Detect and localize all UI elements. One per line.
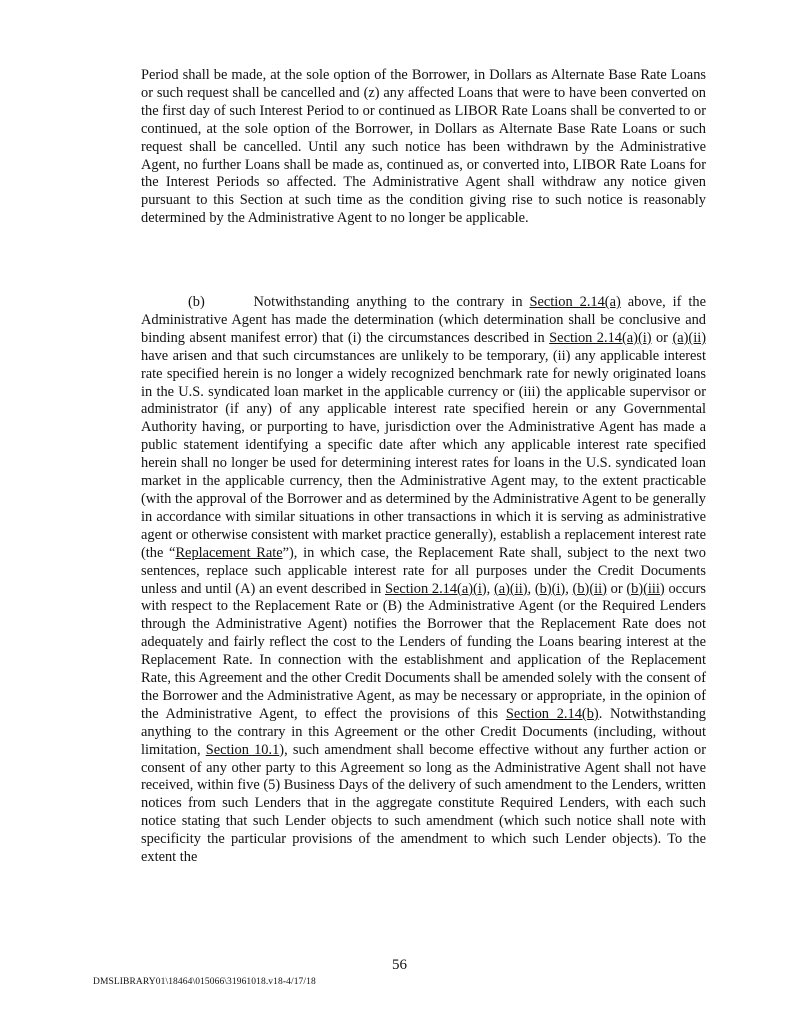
cross-reference: (b)(iii) bbox=[626, 580, 665, 597]
cross-reference: (a)(ii) bbox=[493, 580, 528, 597]
text-run: have arisen and that such circumstances are unlikely to be temporary, (ii) any applicable interest rate specified herein is no longer a widely recognized benchmark rate for newly originated loans in the U.S. syndicated loan market in the applicable currency or (iii) the applicable supervisor or administrator (if any) of any applicable interest rate specified herein or any Governmental Authority having, or purporting to have, jurisdiction over the Administrative Agent has made a public statement identifying a specific date after which any applicable interest rate specified herein shall no longer be used for determining interest rates for loans in the U.S. syndicated loan market in the applicable currency, then the Administrative Agent may, to the extent practicable (with the approval of the Borrower and as determined by the Administrative Agent to be generally in accordance with similar situations in other transactions in which it is serving as administrative agent or otherwise consistent with market practice generally), establish a replacement interest rate (the “ bbox=[141, 347, 706, 561]
cross-reference: (b)(i) bbox=[534, 580, 566, 597]
cross-reference: Section 2.14(a)(i) bbox=[384, 580, 487, 597]
cross-reference: Section 2.14(a) bbox=[529, 294, 621, 310]
text-run: , bbox=[527, 580, 535, 597]
text-run: ), such amendment shall become effective without any further action or consent of any other party to this Agreement so long as the Administrative Agent shall not have received, within five (5) Business Days of the delivery of such amendment to the Lenders, written notices from such Lenders that in the aggregate constitute Required Lenders, with each such notice stating that such Lender objects to such amendment (which such notice shall note with specificity the particular provisions of the amendment to which such Lender objects). To the extent the bbox=[141, 741, 707, 866]
paragraph-continued: Period shall be made, at the sole option of the Borrower, in Dollars as Alternate Base Rate Loans or such request shall be cancelled and (z) any affected Loans that were to have been converted on the first day of such Interest Period to or continued as LIBOR Rate Loans shall be converted to or continued, at the sole option of the Borrower, in Dollars as Alternate Base Rate Loans or such request shall be cancelled. Until any such notice has been withdrawn by the Administrative Agent, no further Loans shall be made as, continued as, or converted into, LIBOR Rate Loans for the Interest Periods so affected. The Administrative Agent shall withdraw any notice given pursuant to this Section at such time as the condition giving rise to such notice is reasonably determined by the Administrative Agent to no longer be applicable. bbox=[141, 67, 706, 227]
cross-reference: (a)(ii) bbox=[672, 329, 706, 346]
text-run: or bbox=[606, 580, 627, 597]
text-run: occurs with respect to the Replacement Rate or (B) the Administrative Agent (or the Required Lenders through the Administrative Agent) notifies the Borrower that the Replacement Rate does not adequately and fairly reflect the cost to the Lenders of funding the Loans bearing interest at the Replacement Rate. In connection with the establishment and application of the Replacement Rate, this Agreement and the other Credit Documents shall be amended solely with the consent of the Borrower and the Administrative Agent, as may be necessary or appropriate, in the opinion of the Administrative Agent, to effect the provisions of this bbox=[141, 580, 706, 722]
text-run: or bbox=[651, 329, 673, 346]
text-run: above, if the Administrative Agent has made the determination (which determination shall be conclusive and binding absent manifest error) that (i) the circumstances described in bbox=[141, 294, 707, 346]
cross-reference: (b)(ii) bbox=[572, 580, 607, 597]
cross-reference: Replacement Rate bbox=[175, 544, 283, 561]
cross-reference: Section 10.1 bbox=[205, 741, 280, 758]
text-run: , bbox=[565, 580, 573, 597]
page-number: 56 bbox=[392, 957, 407, 973]
text-run: ”), in which case, the Replacement Rate shall, subject to the next two sentences, replace such applicable interest rate for all purposes under the Credit Documents unless and until (A) an event described in bbox=[141, 544, 707, 597]
document-footer-id: DMSLIBRARY01\18464\015066\31961018.v18-4/17/18 bbox=[93, 977, 316, 987]
cross-reference: Section 2.14(a)(i) bbox=[549, 329, 652, 346]
cross-reference: Section 2.14(b) bbox=[505, 705, 599, 722]
text-run: , bbox=[486, 580, 494, 597]
paragraph-b bbox=[141, 294, 706, 867]
text-run: . Notwithstanding anything to the contrary in this Agreement or the other Credit Documents (including, without limitation, bbox=[141, 705, 706, 758]
text-run: (b) Notwithstanding anything to the contrary in bbox=[188, 294, 530, 310]
